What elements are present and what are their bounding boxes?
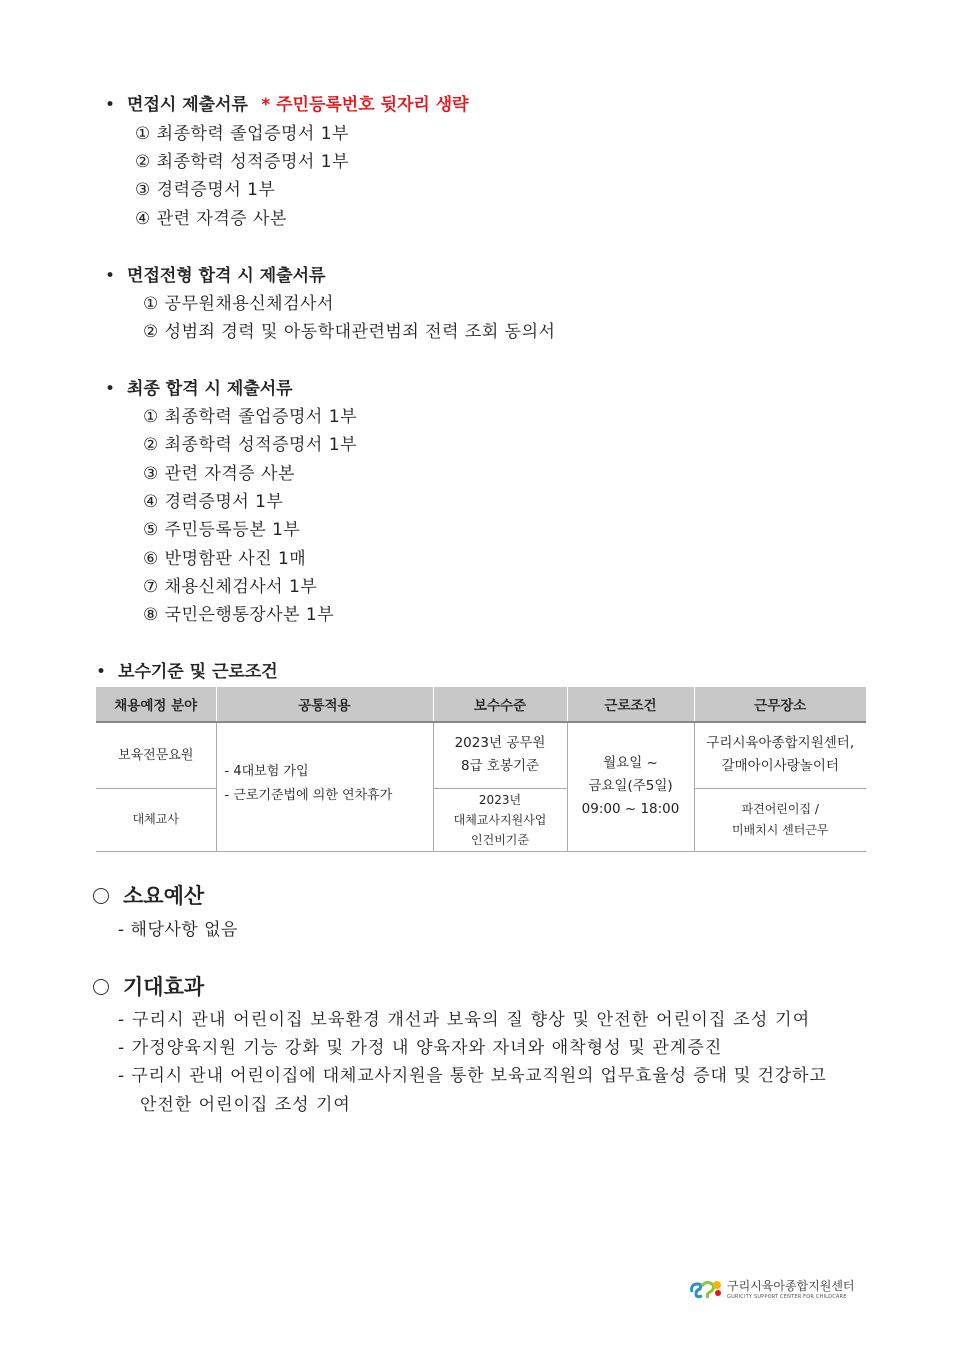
common-line: - 4대보험 가입 — [224, 764, 309, 780]
list-item: ① 최종학력 졸업증명서 1부 — [143, 407, 357, 427]
pay-cell — [433, 722, 567, 788]
bullet: • — [105, 266, 116, 286]
logo-mark-icon — [688, 1276, 724, 1300]
section-title: 기대효과 — [123, 975, 205, 999]
list-item: ② 성범죄 경력 및 아동학대관련범죄 전력 조회 동의서 — [143, 322, 556, 342]
cell-line: 09:00 ~ 18:00 — [581, 801, 680, 818]
section-pay-conditions — [96, 657, 278, 682]
circle-icon — [93, 979, 109, 995]
red-note: * 주민등록번호 뒷자리 생략 — [261, 95, 469, 115]
cell-line: 미배치시 센터근무 — [731, 822, 829, 837]
cell-line: 갈매아이사랑놀이터 — [721, 758, 839, 775]
cell-line: 대체교사지원사업 — [453, 812, 547, 827]
cell-line: 2023년 공무원 — [454, 735, 546, 752]
budget-text: - 해당사항 없음 — [118, 920, 238, 940]
cell-line: 월요일 ~ — [603, 755, 658, 772]
cell-line: 파견어린이집 / — [741, 801, 819, 816]
section-final-docs — [105, 374, 293, 399]
pay-conditions-table — [96, 687, 866, 852]
section-pass-docs — [105, 261, 325, 286]
section-interview-docs — [105, 90, 469, 115]
list-item: ⑤ 주민등록등본 1부 — [143, 520, 301, 540]
pay-cell — [433, 788, 567, 851]
table-row — [96, 788, 866, 851]
effect-item: - 구리시 관내 어린이집 보육환경 개선과 보육의 질 향상 및 안전한 어린이집 조성 기여 — [118, 1010, 811, 1030]
cell-line: 8급 호봉기준 — [460, 758, 540, 775]
list-item: ④ 관련 자격증 사본 — [135, 209, 287, 229]
list-item: ② 최종학력 성적증명서 1부 — [135, 152, 349, 172]
cell-line: 금요일(주5일) — [588, 778, 673, 795]
place-cell — [694, 722, 866, 788]
section-title: 보수기준 및 근로조건 — [118, 662, 278, 682]
cell-line: 2023년 — [478, 792, 522, 807]
list-item: ⑥ 반명함판 사진 1매 — [143, 549, 307, 569]
list-item: ⑧ 국민은행통장사본 1부 — [143, 605, 335, 625]
section-title: 면접전형 합격 시 제출서류 — [127, 266, 326, 286]
header-cell: 근무장소 — [694, 687, 866, 722]
bullet: • — [105, 95, 116, 115]
field-cell: 대체교사 — [96, 788, 216, 851]
cell-line: 구리시육아종합지원센터, — [706, 735, 855, 752]
field-cell: 보육전문요원 — [96, 722, 216, 788]
effect-item-continued: 안전한 어린이집 조성 기여 — [140, 1095, 351, 1115]
effect-item: - 구리시 관내 어린이집에 대체교사지원을 통한 보육교직원의 업무효율성 증대 및 건강하고 — [118, 1066, 827, 1086]
table-row — [96, 722, 866, 788]
logo-name: 구리시육아종합지원센터 — [727, 1278, 855, 1293]
effect-item: - 가정양육지원 기능 강화 및 가정 내 양육자와 자녀와 애착형성 및 관계증진 — [118, 1038, 723, 1058]
section-title: 소요예산 — [123, 884, 205, 908]
section-title: 면접시 제출서류 — [127, 95, 248, 115]
list-item: ② 최종학력 성적증명서 1부 — [143, 435, 357, 455]
circle-icon — [93, 888, 109, 904]
header-cell: 보수수준 — [433, 687, 567, 722]
section-title: 최종 합격 시 제출서류 — [127, 379, 293, 399]
common-cell — [216, 722, 433, 851]
logo-subtitle: GURICITY SUPPORT CENTER FOR CHILDCARE — [727, 1293, 847, 1300]
condition-cell — [567, 722, 694, 851]
common-line: - 근로기준법에 의한 연차휴가 — [224, 788, 393, 804]
budget-heading — [93, 880, 204, 910]
header-cell: 채용예정 분야 — [96, 687, 216, 722]
table-header-row — [96, 687, 866, 722]
place-cell — [694, 788, 866, 851]
center-logo — [688, 1276, 855, 1300]
list-item: ③ 관련 자격증 사본 — [143, 464, 295, 484]
bullet: • — [96, 662, 107, 682]
bullet: • — [105, 379, 116, 399]
list-item: ④ 경력증명서 1부 — [143, 492, 284, 512]
header-cell: 공통적용 — [216, 687, 433, 722]
list-item: ① 최종학력 졸업증명서 1부 — [135, 124, 349, 144]
list-item: ③ 경력증명서 1부 — [135, 180, 276, 200]
effect-heading — [93, 971, 204, 1001]
header-cell: 근로조건 — [567, 687, 694, 722]
cell-line: 인건비기준 — [471, 832, 529, 847]
list-item: ① 공무원채용신체검사서 — [143, 294, 334, 314]
list-item: ⑦ 채용신체검사서 1부 — [143, 577, 318, 597]
